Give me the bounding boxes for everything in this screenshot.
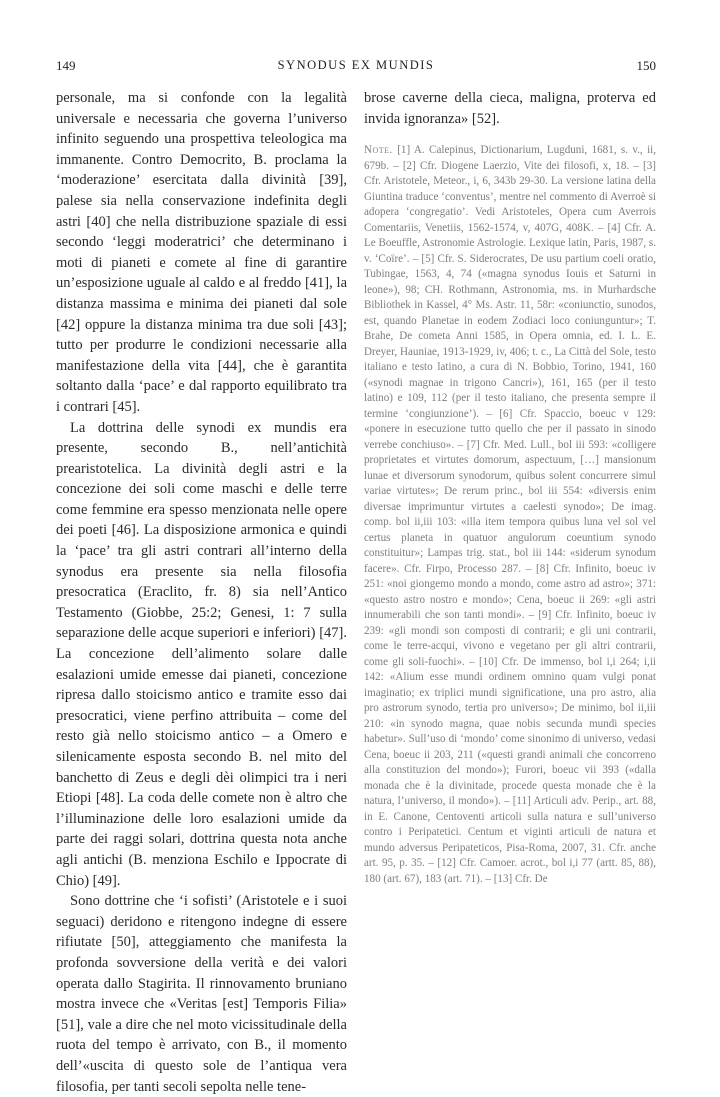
- left-column: [56, 88, 347, 1097]
- right-column: [364, 88, 656, 887]
- running-title: SYNODUS EX MUNDIS: [277, 58, 435, 72]
- paragraph-continuation: brose caverne della cieca, maligna, proterva ed invida ignoranza» [52].: [364, 90, 656, 127]
- footnotes: [364, 143, 656, 887]
- running-header: [56, 58, 656, 78]
- paragraph: La dottrina delle synodi ex mundis era presente, secondo B., nell’antichità prearistotelica. La divinità degli astri e la concezione dei soli come maschi e delle terre come femmine era spesso menzionata nelle opere dei poeti [46]. La disposizione armonica e quindi la ‘pace’ tra gli astri contrari all’interno della synodus era presente sia nella filosofia presocratica (Eraclito, fr. 8) sia nell’Antico Testamento (Giobbe, 25:2; Genesi, 1: 7 sulla separazione delle acque superiori e inferiori) [47]. La concezione dell’alimento solare dalle esalazioni umide emesse dai pianeti, concezione ripresa dallo stoicismo antico e tramite esso dai presocratici, viene perfino attribuita – come del resto già nello stoicismo antico – a Omero e silenicamente esposta secondo B. nel mito del banchetto di Zeus e degli dèi olimpici tra i neri Etiopi [48]. La coda delle comete non è altro che l’illuminazione delle loro esalazioni umide da parte dei raggi solari, dottrina questa nota anche agli antichi (B. menziona Eschilo e Ippocrate di Chio) [49].: [56, 419, 347, 889]
- paragraph: Sono dottrine che ‘i sofisti’ (Aristotele e i suoi seguaci) deridono e ritengono indegne di essere rifiutate [50], atteggiamento che manifesta la profonda sovversione della verità e dei valori operata dallo Stagirita. Il rinnovamento bruniano mostra invece che «Veritas [est] Temporis Filia» [51], vale a dire che nel moto vicissitudinale della ruota del tempo è arrivato, con B., il momento dell’«uscita di questo sole de l’antiqua vera filosofia, per tanti secoli sepolta nelle tene-: [56, 893, 347, 1095]
- page-number-right: 150: [636, 58, 656, 73]
- notes-label: Note.: [364, 144, 393, 157]
- page-number-left: 149: [56, 58, 76, 73]
- notes-text: [1] A. Calepinus, Dictionarium, Lugduni, 1681, s. v., ii, 679b. – [2] Cfr. Diogene Laerzio, Vite dei filosofi, x, 18. – [3] Cfr. Aristotele, Meteor., i, 6, 343b 29-30. La versione latina della Giuntina traduce ‘conventus’, mentre nel commento di Averroè si adopera ‘congregatio’. Vedi Aristoteles, Opera cum Averrois Comentariis, Venetiis, 1562-1574, v, 407G, 408K. – [4] Cfr. A. Le Boeuffle, Astronomie Astrologie. Lexique latin, Paris, 1987, s. v. ‘Coïre’. – [5] Cfr. S. Siderocrates, De usu partium coeli oratio, Tubingae, 1563, 4, 74 («magna synodus Iouis et Saturni in leone»), 98; CH. Rothmann, Astronomia, ms. in Murhardsche Bibliothek in Kassel, 4° Ms. Astr. 11, 58r: «coniunctio, sunodos, est, quando Planetae in eodem Zodiaci loco coniunguntur»; T. Brahe, De cometa Anni 1585, in Opera omnia, ed. I. L. E. Dreyer, Hauniae, 1913-1929, iv, 406; t. c., La Città del Sole, testo italiano e testo latino, a cura di N. Bobbio, Torino, 1941, 160 («synodi magnae in trigono Cancri»), 161, 165 (per il testo latino) e 109, 112 (per il testo italiano, che presenta sempre il termine ‘congiunzione’). – [6] Cfr. Spaccio, boeuc v 129: «ponere in esecuzione tutto quello che per il passato in sinodo verrebe conchiuso». – [7] Cfr. Med. Lull., bol iii 593: «colligere proprietates et virtutes domorum, aspectuum, […] mansionum lunae et diversorum synodorum, quibus solent concurrere simul variae virtutes»; De rerum princ., bol iii 554: «diversis enim diversae imprimuntur virtutes a caelesti synodo»; De imag. comp. bol ii,iii 103: «illa item tempora quibus luna vel sol vel certus planeta in quatuor angulorum coeuntium synodo constituitur»; Lampas trig. stat., bol iii 144: «siderum synodum facere». Cfr. Firpo, Processo 287. – [8] Cfr. Infinito, boeuc iv 251: «noi giongemo mondo a mondo, come astro ad astro»; 371: «questo astro nostro e mondo»; Cena, boeuc ii 269: «gli astri innumerabili che son tanti mondi». – [9] Cfr. Infinito, boeuc iv 239: «gli mondi son composti di contrarii; e gli uni contrarii, come le terre-acqui, vivono e vegetano per gli altri contrarii, come gli soli-fuochi». – [10] Cfr. De immenso, bol i,i 264; i,ii 142: «Alium esse mundi ordinem omnino quam vulgi ponat imaginatio; ex triplici mundi significatione, una pro astro, alia pro astrorum synodo, tertia pro universo»; De minimo, bol ii,iii 210: «in synodo magna, quae nobis secunda mundi species habetur». Sull’uso di ‘mondo’ come sinonimo di universo, vedasi Cena, boeuc ii 203, 211 («questi grandi animali che concorreno alla constituzion del mondo»); Furori, boeuc vii 393 («dalla monada che è la divinitade, procede questa monade che è la natura, l’universo, il mondo»). – [11] Articuli adv. Perip., art. 88, in E. Canone, Centoventi articoli sulla natura e sull’universo contro i Peripatetici. Centum et viginti articuli de natura et mundo adversus Peripateticos, Pisa-Roma, 2007, 31. Cfr. anche art. 95, p. 35. – [12] Cfr. Camoer. acrot., bol i,i 77 (artt. 85, 88), 180 (art. 67), 183 (art. 71). – [13] Cfr. De: [364, 144, 657, 885]
- paragraph: personale, ma si confonde con la legalità universale e necessaria che governa l’universo infinito seguendo una prospettiva teleologica ma immanente. Contro Democrito, B. proclama la ‘moderazione’ esercitata dalla divinità [39], palese sia nella conservazione indefinita degli astri [40] che nella distribuzione spaziale di essi secondo ‘leggi moderatrici’ che determinano i moti di pianeti e comete al fine di garantire un’esposizione uguale al caldo e al freddo [41], la distanza massima e minima dei pianeti dal sole [42] oppure la distanza minima tra due soli [43]; tutto per produrre le condizioni necessarie alla manifestazione della vita [44], che è garantita soltanto dalla ‘pace’ e dal rapporto equilibrato tra i contrari [45].: [56, 90, 347, 415]
